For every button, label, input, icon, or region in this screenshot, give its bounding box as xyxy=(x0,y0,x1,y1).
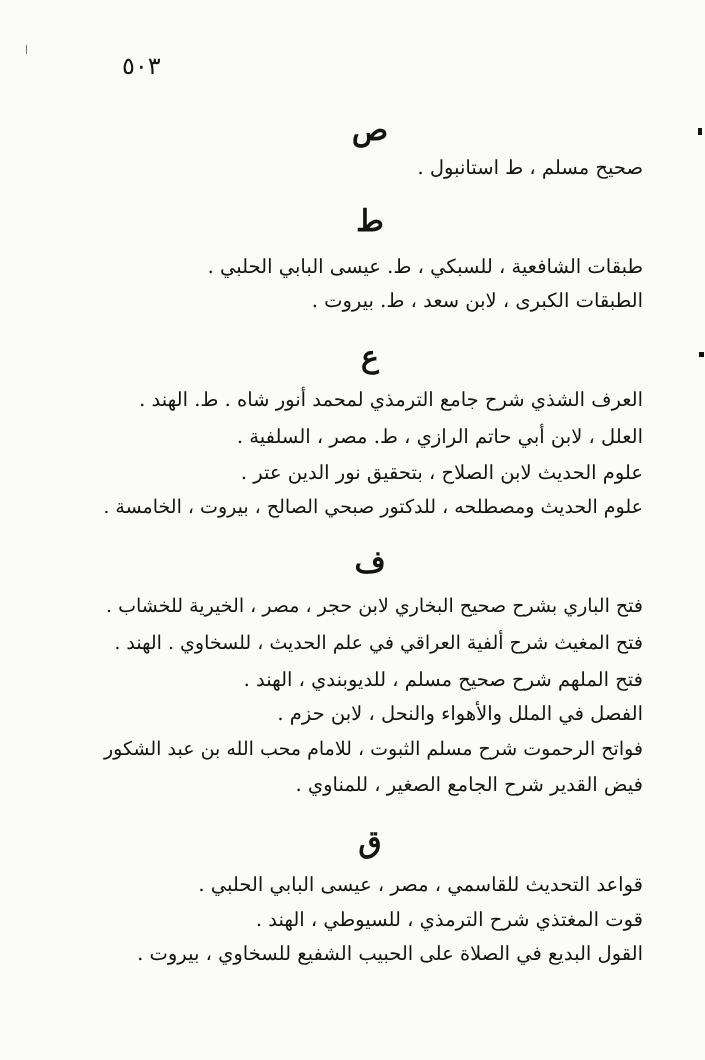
reference-entry: علوم الحديث لابن الصلاح ، بتحقيق نور الدين عتر . xyxy=(240,461,643,484)
reference-entry: الفصل في الملل والأهواء والنحل ، لابن حزم . xyxy=(277,702,643,725)
section-letter-qaf: ق xyxy=(358,825,382,860)
reference-entry: فتح الملهم شرح صحيح مسلم ، للديوبندي ، الهند . xyxy=(243,668,643,691)
reference-entry: فيض القدير شرح الجامع الصغير ، للمناوي . xyxy=(295,773,643,796)
reference-entry: العرف الشذي شرح جامع الترمذي لمحمد أنور شاه . ط. الهند . xyxy=(139,388,643,411)
scan-mark xyxy=(699,352,704,357)
reference-entry: قواعد التحديث للقاسمي ، مصر ، عيسى البابي الحلبي . xyxy=(198,873,643,896)
reference-entry: فتح الباري بشرح صحيح البخاري لابن حجر ، مصر ، الخيرية للخشاب . xyxy=(106,595,643,617)
section-letter-ain: ع xyxy=(361,340,379,375)
section-letter-fa: ف xyxy=(354,545,386,580)
section-letter-ta: ط xyxy=(356,204,384,239)
reference-entry: القول البديع في الصلاة على الحبيب الشفيع للسخاوي ، بيروت . xyxy=(137,942,643,965)
page-number: ٥٠٣ xyxy=(122,52,161,80)
reference-entry: صحيح مسلم ، ط استانبول . xyxy=(417,156,643,179)
scan-mark xyxy=(698,128,702,135)
section-letter-sad: ص xyxy=(351,113,389,148)
reference-entry: فتح المغيث شرح ألفية العراقي في علم الحديث ، للسخاوي . الهند . xyxy=(114,632,643,654)
reference-entry: الطبقات الكبرى ، لابن سعد ، ط. بيروت . xyxy=(311,289,643,312)
reference-entry: فواتح الرحموت شرح مسلم الثبوت ، للامام محب الله بن عبد الشكور xyxy=(103,738,643,760)
reference-entry: علوم الحديث ومصطلحه ، للدكتور صبحي الصالح ، بيروت ، الخامسة . xyxy=(103,496,643,518)
reference-entry: العلل ، لابن أبي حاتم الرازي ، ط. مصر ، السلفية . xyxy=(236,425,643,448)
scan-mark xyxy=(26,45,27,54)
reference-entry: طبقات الشافعية ، للسبكي ، ط. عيسى البابي الحلبي . xyxy=(207,255,643,278)
reference-entry: قوت المغتذي شرح الترمذي ، للسيوطي ، الهند . xyxy=(255,908,643,931)
